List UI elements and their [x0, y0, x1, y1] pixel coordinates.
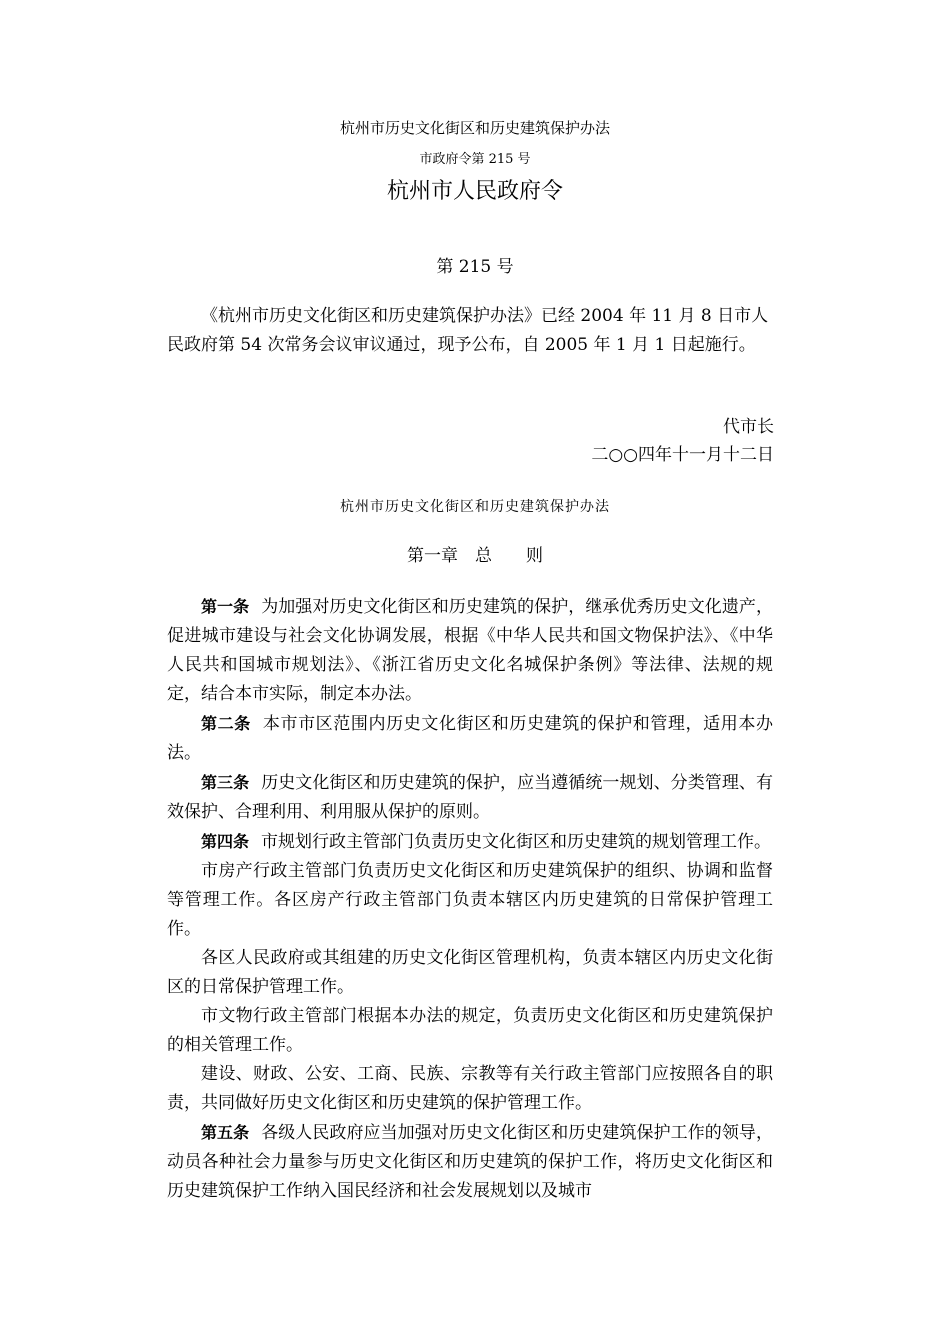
article-paragraph: [167, 827, 773, 857]
page-title: 杭州市人民政府令: [386, 179, 563, 204]
article-paragraph: [167, 768, 773, 827]
article-paragraph: [167, 857, 773, 944]
article-label: 第三条: [201, 773, 250, 792]
article-text: 各级人民政府应当加强对历史文化街区和历史建筑保护工作的领导，动员各种社会力量参与历史文化街区和历史建筑的保护工作，将历史文化街区和历史建筑保护工作纳入国民经济和社会发展规划以及城市: [167, 1123, 773, 1201]
signatory-title: 代市长: [723, 417, 774, 437]
article-paragraph: [167, 1002, 773, 1060]
header-title-line: 杭州市历史文化街区和历史建筑保护办法: [339, 119, 610, 137]
order-number: 第 215 号: [436, 257, 514, 277]
article-text: 市文物行政主管部门根据本办法的规定，负责历史文化街区和历史建筑保护的相关管理工作。: [167, 1006, 773, 1055]
article-text: 各区人民政府或其组建的历史文化街区管理机构，负责本辖区内历史文化街区的日常保护管理工作。: [167, 948, 773, 997]
header-order-line: 市政府令第 215 号: [419, 152, 531, 167]
article-label: 第二条: [201, 714, 251, 733]
article-paragraph: [167, 944, 773, 1002]
chapter-heading: 第一章 总 则: [407, 546, 543, 566]
signature-date: 二○○四年十一月十二日: [591, 445, 774, 465]
announcement-text: 《杭州市历史文化街区和历史建筑保护办法》已经 2004 年 11 月 8 日市人民政府第 54 次常务会议审议通过，现予公布，自 2005 年 1 月 1 日起施行。: [167, 306, 769, 355]
article-label: 第四条: [201, 832, 250, 851]
article-text: 本市市区范围内历史文化街区和历史建筑的保护和管理，适用本办法。: [167, 714, 773, 763]
article-paragraph: [167, 1060, 773, 1118]
article-text: 市规划行政主管部门负责历史文化街区和历史建筑的规划管理工作。: [261, 832, 772, 852]
announcement-paragraph: [167, 302, 777, 360]
article-text: 市房产行政主管部门负责历史文化街区和历史建筑保护的组织、协调和监督等管理工作。各区房产行政主管部门负责本辖区内历史建筑的日常保护管理工作。: [167, 861, 773, 939]
article-label: 第五条: [201, 1123, 250, 1142]
articles-body: [167, 592, 773, 1206]
article-text: 建设、财政、公安、工商、民族、宗教等有关行政主管部门应按照各自的职责，共同做好历史文化街区和历史建筑的保护管理工作。: [167, 1064, 773, 1113]
article-text: 历史文化街区和历史建筑的保护，应当遵循统一规划、分类管理、有效保护、合理利用、利用服从保护的原则。: [167, 773, 773, 822]
article-paragraph: [167, 592, 773, 709]
article-paragraph: [167, 1118, 773, 1206]
article-label: 第一条: [201, 597, 250, 616]
document-title: 杭州市历史文化街区和历史建筑保护办法: [340, 499, 610, 515]
article-text: 为加强对历史文化街区和历史建筑的保护，继承优秀历史文化遗产，促进城市建设与社会文化协调发展，根据《中华人民共和国文物保护法》、《中华人民共和国城市规划法》、《浙江省历史文化名城保护条例》等法律、法规的规定，结合本市实际，制定本办法。: [167, 597, 773, 704]
article-paragraph: [167, 709, 773, 768]
